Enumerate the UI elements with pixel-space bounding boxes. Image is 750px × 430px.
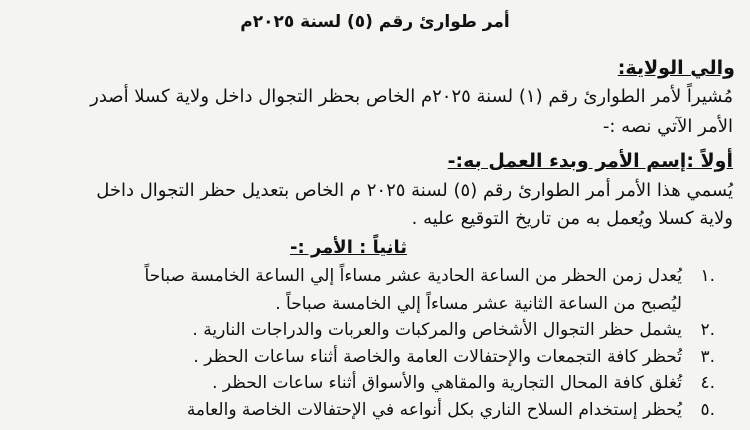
intro-line-1: مُشيراً لأمر الطوارئ رقم (١) لسنة ٢٠٢٥م الخاص بحظر التجوال داخل ولاية كسلا أصدر	[90, 86, 733, 107]
item-5-number: .٥	[700, 400, 715, 420]
document-title: أمر طوارئ رقم (٥) لسنة ٢٠٢٥م	[240, 12, 510, 32]
intro-line-2: الأمر الآتي نصه :-	[602, 116, 733, 137]
item-1-line-1: يُعدل زمن الحظر من الساعة الحادية عشر مساءاً إلي الساعة الخامسة صباحاً	[144, 266, 682, 286]
item-1-number: .١	[700, 266, 715, 286]
addressee-heading: والي الولاية:	[617, 57, 735, 79]
section-1-line-2: ولاية كسلا ويُعمل به من تاريخ التوقيع عليه .	[411, 208, 733, 229]
item-5-line-1: يُحظر إستخدام السلاح الناري بكل أنواعه في الإحتفالات الخاصة والعامة	[186, 400, 682, 420]
item-3-number: .٣	[700, 347, 715, 367]
item-1-line-2: ليُصبح من الساعة الثانية عشر مساءاً إلي الخامسة صباحاً .	[275, 294, 682, 314]
item-2-line-1: يشمل حظر التجوال الأشخاص والمركبات والعربات والدراجات النارية .	[192, 320, 682, 340]
section-1-line-1: يُسمي هذا الأمر أمر الطوارئ رقم (٥) لسنة ٢٠٢٥ م الخاص بتعديل حظر التجوال داخل	[96, 180, 733, 201]
item-3-line-1: تُحظر كافة التجمعات والإحتفالات العامة والخاصة أثناء ساعات الحظر .	[193, 347, 682, 367]
item-4-line-1: تُغلق كافة المحال التجارية والمقاهي والأسواق أثناء ساعات الحظر .	[212, 373, 682, 393]
item-4-number: .٤	[700, 373, 715, 393]
section-1-heading: أولاً :إسم الأمر وبدء العمل به:-	[447, 150, 733, 172]
item-2-number: .٢	[700, 320, 715, 340]
section-2-heading: ثانياً : الأمر :-	[290, 237, 407, 258]
